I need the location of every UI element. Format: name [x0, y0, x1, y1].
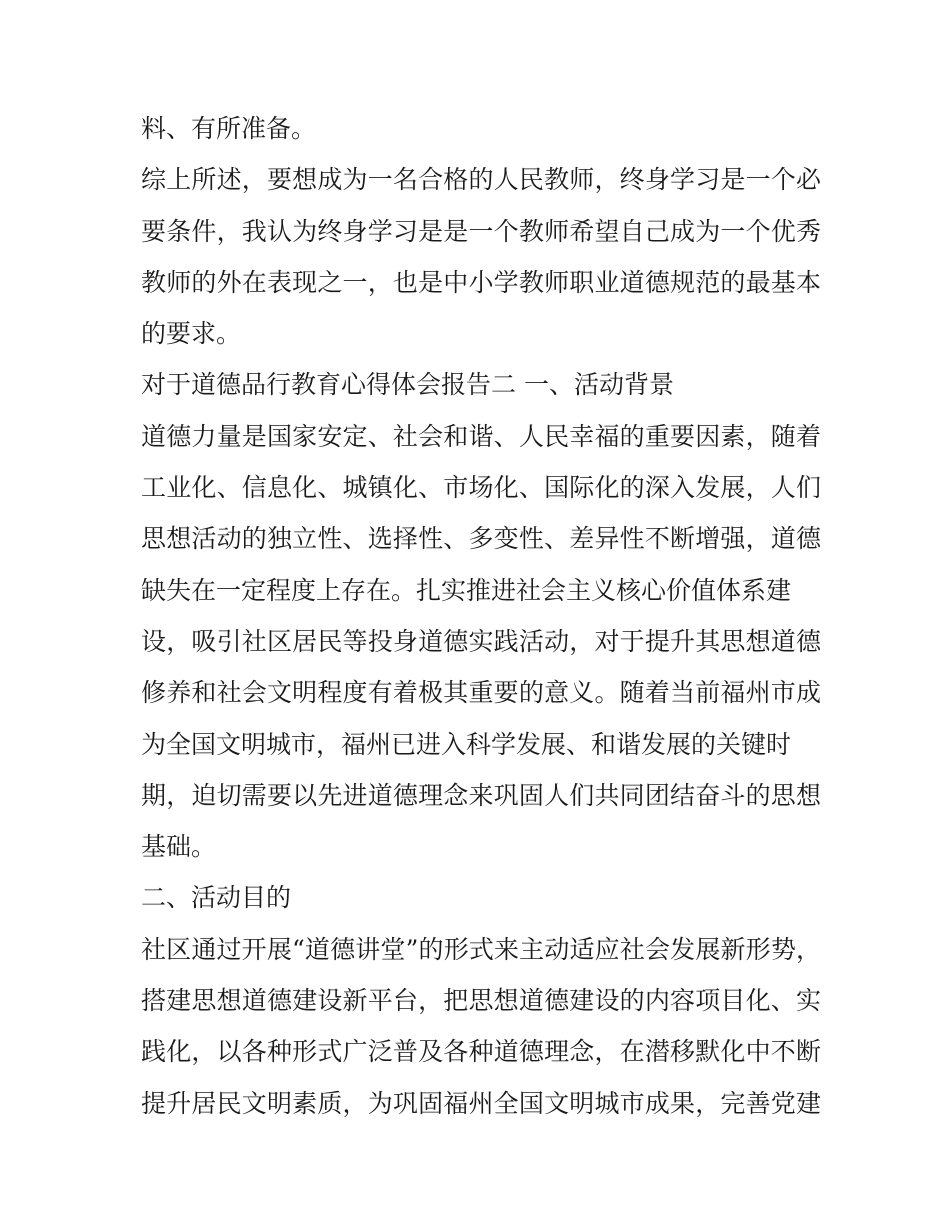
- text-line: 期，迫切需要以先进道德理念来巩固人们共同团结奋斗的思想: [141, 780, 821, 810]
- text-line: 提升居民文明素质，为巩固福州全国文明城市成果，完善党建: [141, 1088, 821, 1118]
- text-line: 社区通过开展“道德讲堂”的形式来主动适应社会发展新形势，: [141, 934, 821, 964]
- text-line: 教师的外在表现之一，也是中小学教师职业道德规范的最基本: [141, 267, 821, 297]
- section-heading: 对于道德品行教育心得体会报告二 一、活动背景: [141, 370, 674, 400]
- text-line: 道德力量是国家安定、社会和谐、人民幸福的重要因素，随着: [141, 421, 821, 451]
- text-line: 践化，以各种形式广泛普及各种道德理念，在潜移默化中不断: [141, 1037, 821, 1067]
- text-line: 思想活动的独立性、选择性、多变性、差异性不断增强，道德: [141, 524, 821, 554]
- text-line: 的要求。: [141, 319, 242, 349]
- text-line: 料、有所准备。: [141, 114, 317, 143]
- text-line: 要条件，我认为终身学习是是一个教师希望自己成为一个优秀: [141, 216, 821, 246]
- text-line: 修养和社会文明程度有着极其重要的意义。随着当前福州市成: [141, 678, 821, 708]
- document-body: [141, 103, 821, 1129]
- text-line: 设，吸引社区居民等投身道德实践活动，对于提升其思想道德: [141, 626, 821, 656]
- text-line: 缺失在一定程度上存在。扎实推进社会主义核心价值体系建: [141, 575, 792, 605]
- section-heading: 二、活动目的: [141, 883, 292, 913]
- text-line: 为全国文明城市，福州已进入科学发展、和谐发展的关键时: [141, 729, 792, 759]
- text-line: 综上所述，要想成为一名合格的人民教师，终身学习是一个必: [141, 165, 821, 195]
- text-line: 基础。: [141, 832, 217, 862]
- text-line: 工业化、信息化、城镇化、市场化、国际化的深入发展，人们: [141, 473, 821, 503]
- text-line: 搭建思想道德建设新平台，把思想道德建设的内容项目化、实: [141, 986, 821, 1016]
